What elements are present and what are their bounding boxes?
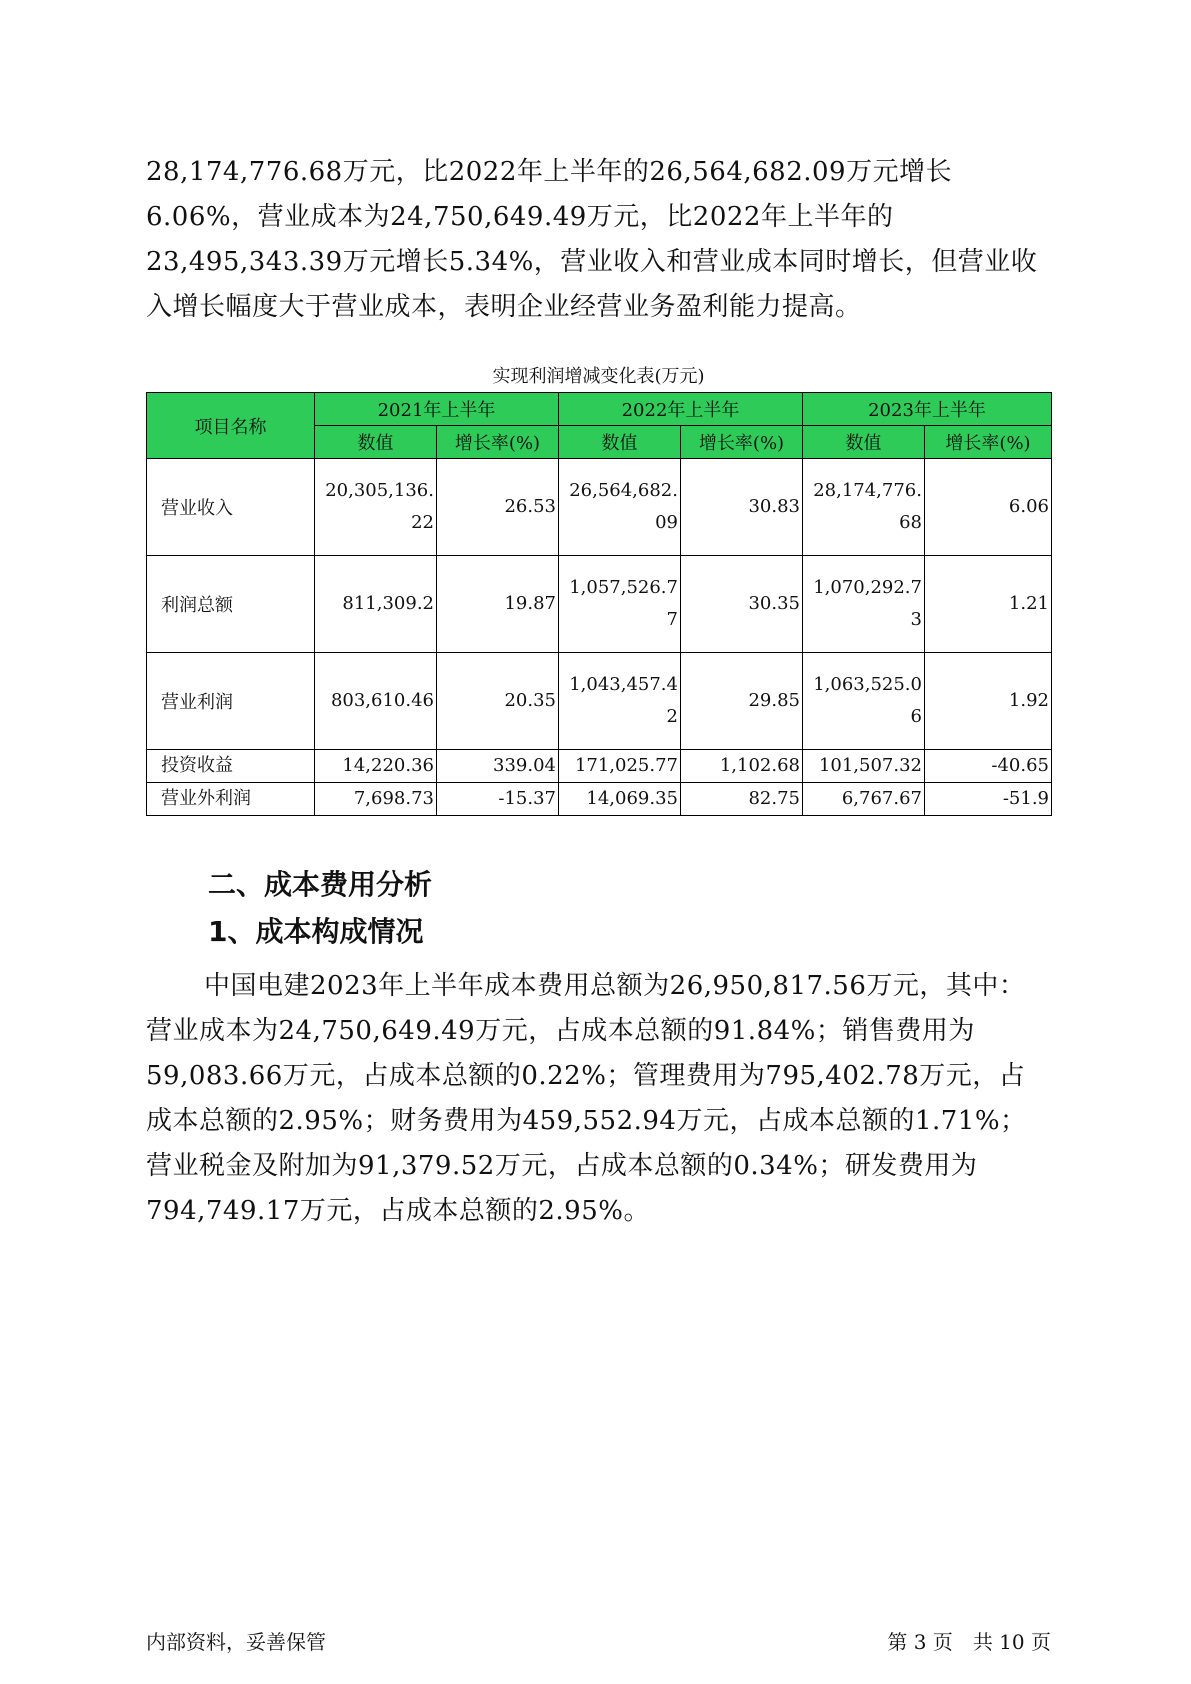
- header-growth: 增长率(%): [437, 426, 559, 459]
- table-caption: 实现利润增减变化表(万元): [492, 366, 705, 387]
- header-value: 数值: [559, 426, 681, 459]
- body-paragraph-revenue: 28,174,776.68万元，比2022年上半年的26,564,682.09万元增长6.06%，营业成本为24,750,649.49万元，比2022年上半年的23,495,343.39万元增长5.34%，营业收入和营业成本同时增长，但营业收入增长幅度大于营业成本，表明企业经营业务盈利能力提高。: [146, 157, 1038, 322]
- header-growth: 增长率(%): [925, 426, 1052, 459]
- cell-growth: 30.83: [681, 459, 803, 556]
- header-value: 数值: [803, 426, 925, 459]
- table-row: [147, 653, 1052, 750]
- cell-value: 171,025.77: [559, 750, 681, 783]
- cell-growth: 339.04: [437, 750, 559, 783]
- header-growth: 增长率(%): [681, 426, 803, 459]
- row-name: 营业利润: [147, 653, 315, 750]
- cell-growth: 1.21: [925, 556, 1052, 653]
- cell-growth: 20.35: [437, 653, 559, 750]
- cell-value: 20,305,136.22: [315, 459, 437, 556]
- cell-growth: 1.92: [925, 653, 1052, 750]
- header-item-name: 项目名称: [147, 393, 315, 459]
- table-row: [147, 459, 1052, 556]
- body-paragraph-cost: 中国电建2023年上半年成本费用总额为26,950,817.56万元，其中：营业成本为24,750,649.49万元，占成本总额的91.84%；销售费用为59,083.66万元，占成本总额的0.22%；管理费用为795,402.78万元，占成本总额的2.95%；财务费用为459,552.94万元，占成本总额的1.71%；营业税金及附加为91,379.52万元，占成本总额的0.34%；研发费用为794,749.17万元，占成本总额的2.95%。: [146, 971, 1027, 1226]
- subsection-heading: 1、成本构成情况: [208, 915, 424, 948]
- cell-growth: -40.65: [925, 750, 1052, 783]
- cell-value: 1,057,526.77: [559, 556, 681, 653]
- cell-growth: 6.06: [925, 459, 1052, 556]
- cell-value: 101,507.32: [803, 750, 925, 783]
- cell-growth: 29.85: [681, 653, 803, 750]
- section-heading: 二、成本费用分析: [208, 868, 433, 901]
- cell-value: 1,063,525.06: [803, 653, 925, 750]
- row-name: 投资收益: [147, 750, 315, 783]
- footer-confidential-note: 内部资料，妥善保管: [146, 1630, 326, 1654]
- row-name: 营业收入: [147, 459, 315, 556]
- cell-value: 14,069.35: [559, 783, 681, 816]
- cell-value: 1,043,457.42: [559, 653, 681, 750]
- cell-value: 6,767.67: [803, 783, 925, 816]
- table-row: [147, 556, 1052, 653]
- cell-growth: -15.37: [437, 783, 559, 816]
- footer-page-number: 第 3 页 共 10 页: [887, 1630, 1051, 1654]
- cell-growth: 30.35: [681, 556, 803, 653]
- cell-value: 14,220.36: [315, 750, 437, 783]
- table-row: [147, 783, 1052, 816]
- cell-value: 7,698.73: [315, 783, 437, 816]
- cell-value: 26,564,682.09: [559, 459, 681, 556]
- cell-growth: 19.87: [437, 556, 559, 653]
- row-name: 营业外利润: [147, 783, 315, 816]
- cell-value: 28,174,776.68: [803, 459, 925, 556]
- header-year-2022: 2022年上半年: [559, 393, 803, 426]
- cell-value: 1,070,292.73: [803, 556, 925, 653]
- header-year-2023: 2023年上半年: [803, 393, 1052, 426]
- cell-value: 811,309.2: [315, 556, 437, 653]
- cell-growth: 82.75: [681, 783, 803, 816]
- cell-growth: -51.9: [925, 783, 1052, 816]
- cell-growth: 26.53: [437, 459, 559, 556]
- header-value: 数值: [315, 426, 437, 459]
- row-name: 利润总额: [147, 556, 315, 653]
- cell-growth: 1,102.68: [681, 750, 803, 783]
- table-row: [147, 750, 1052, 783]
- cell-value: 803,610.46: [315, 653, 437, 750]
- header-year-2021: 2021年上半年: [315, 393, 559, 426]
- profit-change-table: [146, 392, 1052, 816]
